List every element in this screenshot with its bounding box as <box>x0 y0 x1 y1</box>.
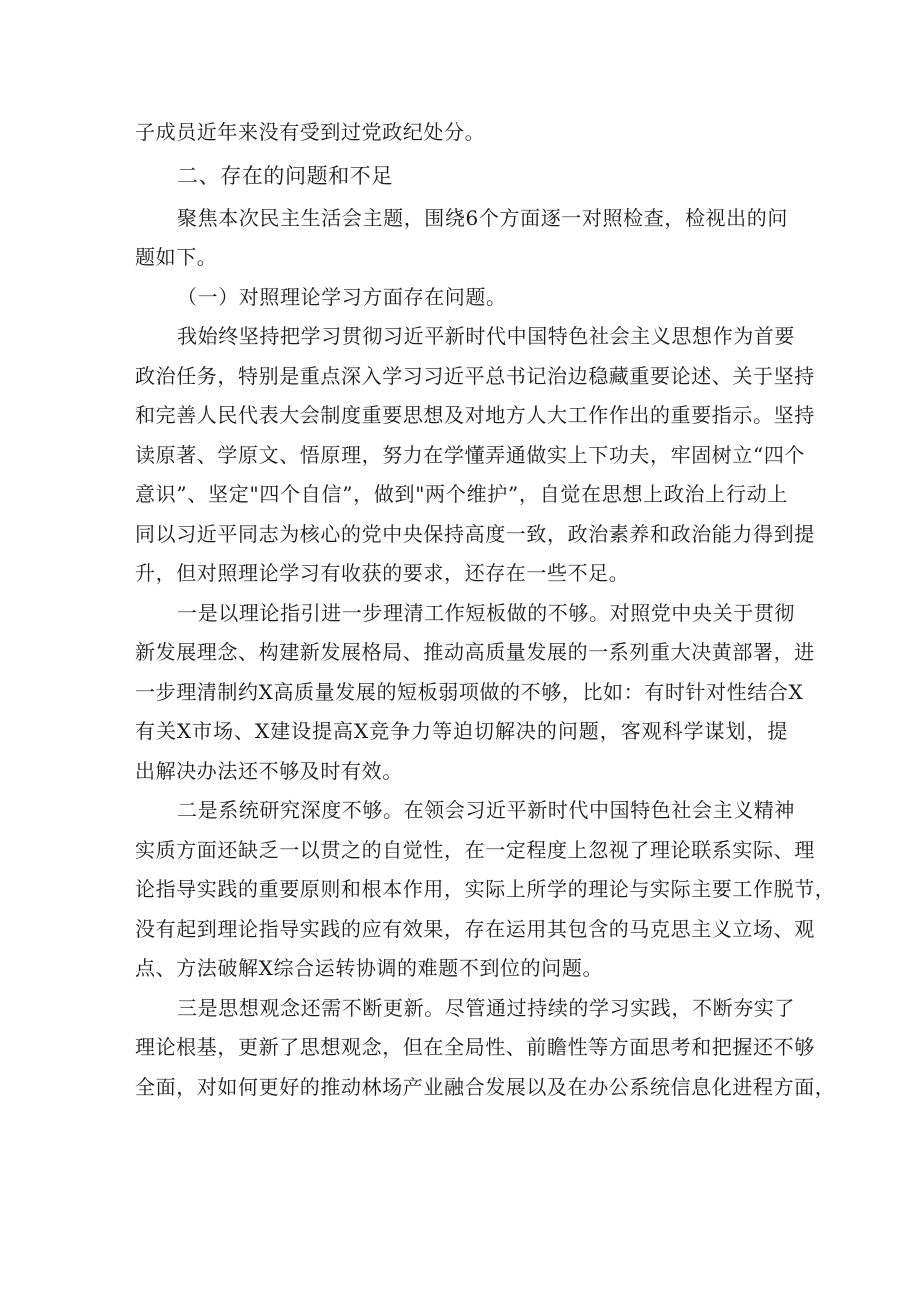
text-line: 理论根基，更新了思想观念，但在全局性、前瞻性等方面思考和把握还不够 <box>135 1035 815 1059</box>
subsection-heading <box>135 278 788 318</box>
text-line: 题如下。 <box>135 245 218 269</box>
paragraph <box>135 989 836 1108</box>
text-line: 实质方面还缺乏一以贯之的自觉性，在一定程度上忽视了理论联系实际、理 <box>135 837 815 862</box>
text-line: 点、方法破解X综合运转协调的难题不到位的问题。 <box>135 956 604 980</box>
text-line: 全面，对如何更好的推动林场产业融合发展以及在办公系统信息化进程方面， <box>135 1074 836 1099</box>
paragraph <box>135 594 815 792</box>
paragraph <box>135 113 788 153</box>
text-line: 读原著、学原文、悟原理，努力在学懂弄通做实上下功夫，牢固树立“四个 <box>135 442 806 467</box>
text-line: 出解决办法还不够及时有效。 <box>135 758 403 783</box>
text-line: 我始终坚持把学习贯彻习近平新时代中国特色社会主义思想作为首要 <box>177 324 795 348</box>
paragraph <box>135 317 815 594</box>
text-line: 二是系统研究深度不够。在领会习近平新时代中国特色社会主义精神 <box>177 798 795 822</box>
text-line: 聚焦本次民主生活会主题，围绕6个方面逐一对照检查，检视出的问 <box>177 205 788 230</box>
text-line: 升，但对照理论学习有收获的要求，还存在一些不足。 <box>135 561 630 585</box>
section-heading <box>135 153 788 199</box>
text-line: （一）对照理论学习方面存在问题。 <box>177 284 507 309</box>
text-line: 一步理清制约X高质量发展的短板弱项做的不够，比如：有时针对性结合X <box>135 679 804 704</box>
text-line: 意识”、坚定"四个自信”，做到"两个维护”，自觉在思想上政治上行动上 <box>135 482 788 506</box>
text-line: 和完善人民代表大会制度重要思想及对地方人大工作作出的重要指示。坚持 <box>135 403 815 427</box>
text-line: 二、存在的问题和不足 <box>177 163 393 188</box>
text-line: 有关X市场、X建设提高X竞争力等迫切解决的问题，客观科学谋划，提 <box>135 719 788 743</box>
text-line: 一是以理论指引进一步理清工作短板做的不够。对照党中央关于贯彻 <box>177 600 795 625</box>
text-line: 新发展理念、构建新发展格局、推动高质量发展的一系列重大决黄部署，进 <box>135 640 815 664</box>
text-line: 三是思想观念还需不断更新。尽管通过持续的学习实践，不断夯实了 <box>177 995 795 1020</box>
text-line: 同以习近平同志为核心的党中央保持高度一致，政治素养和政治能力得到提 <box>135 521 815 546</box>
text-line: 没有起到理论指导实践的应有效果，存在运用其包含的马克思主义立场、观 <box>135 916 815 941</box>
text-line: 政治任务，特别是重点深入学习习近平总书记治边稳藏重要论述、关于坚持 <box>135 363 815 388</box>
text-line: 子成员近年来没有受到过党政纪处分。 <box>135 120 486 144</box>
text-line: 论指导实践的重要原则和根本作用，实际上所学的理论与实际主要工作脱节， <box>135 877 836 901</box>
paragraph <box>135 199 788 278</box>
paragraph <box>135 791 836 989</box>
